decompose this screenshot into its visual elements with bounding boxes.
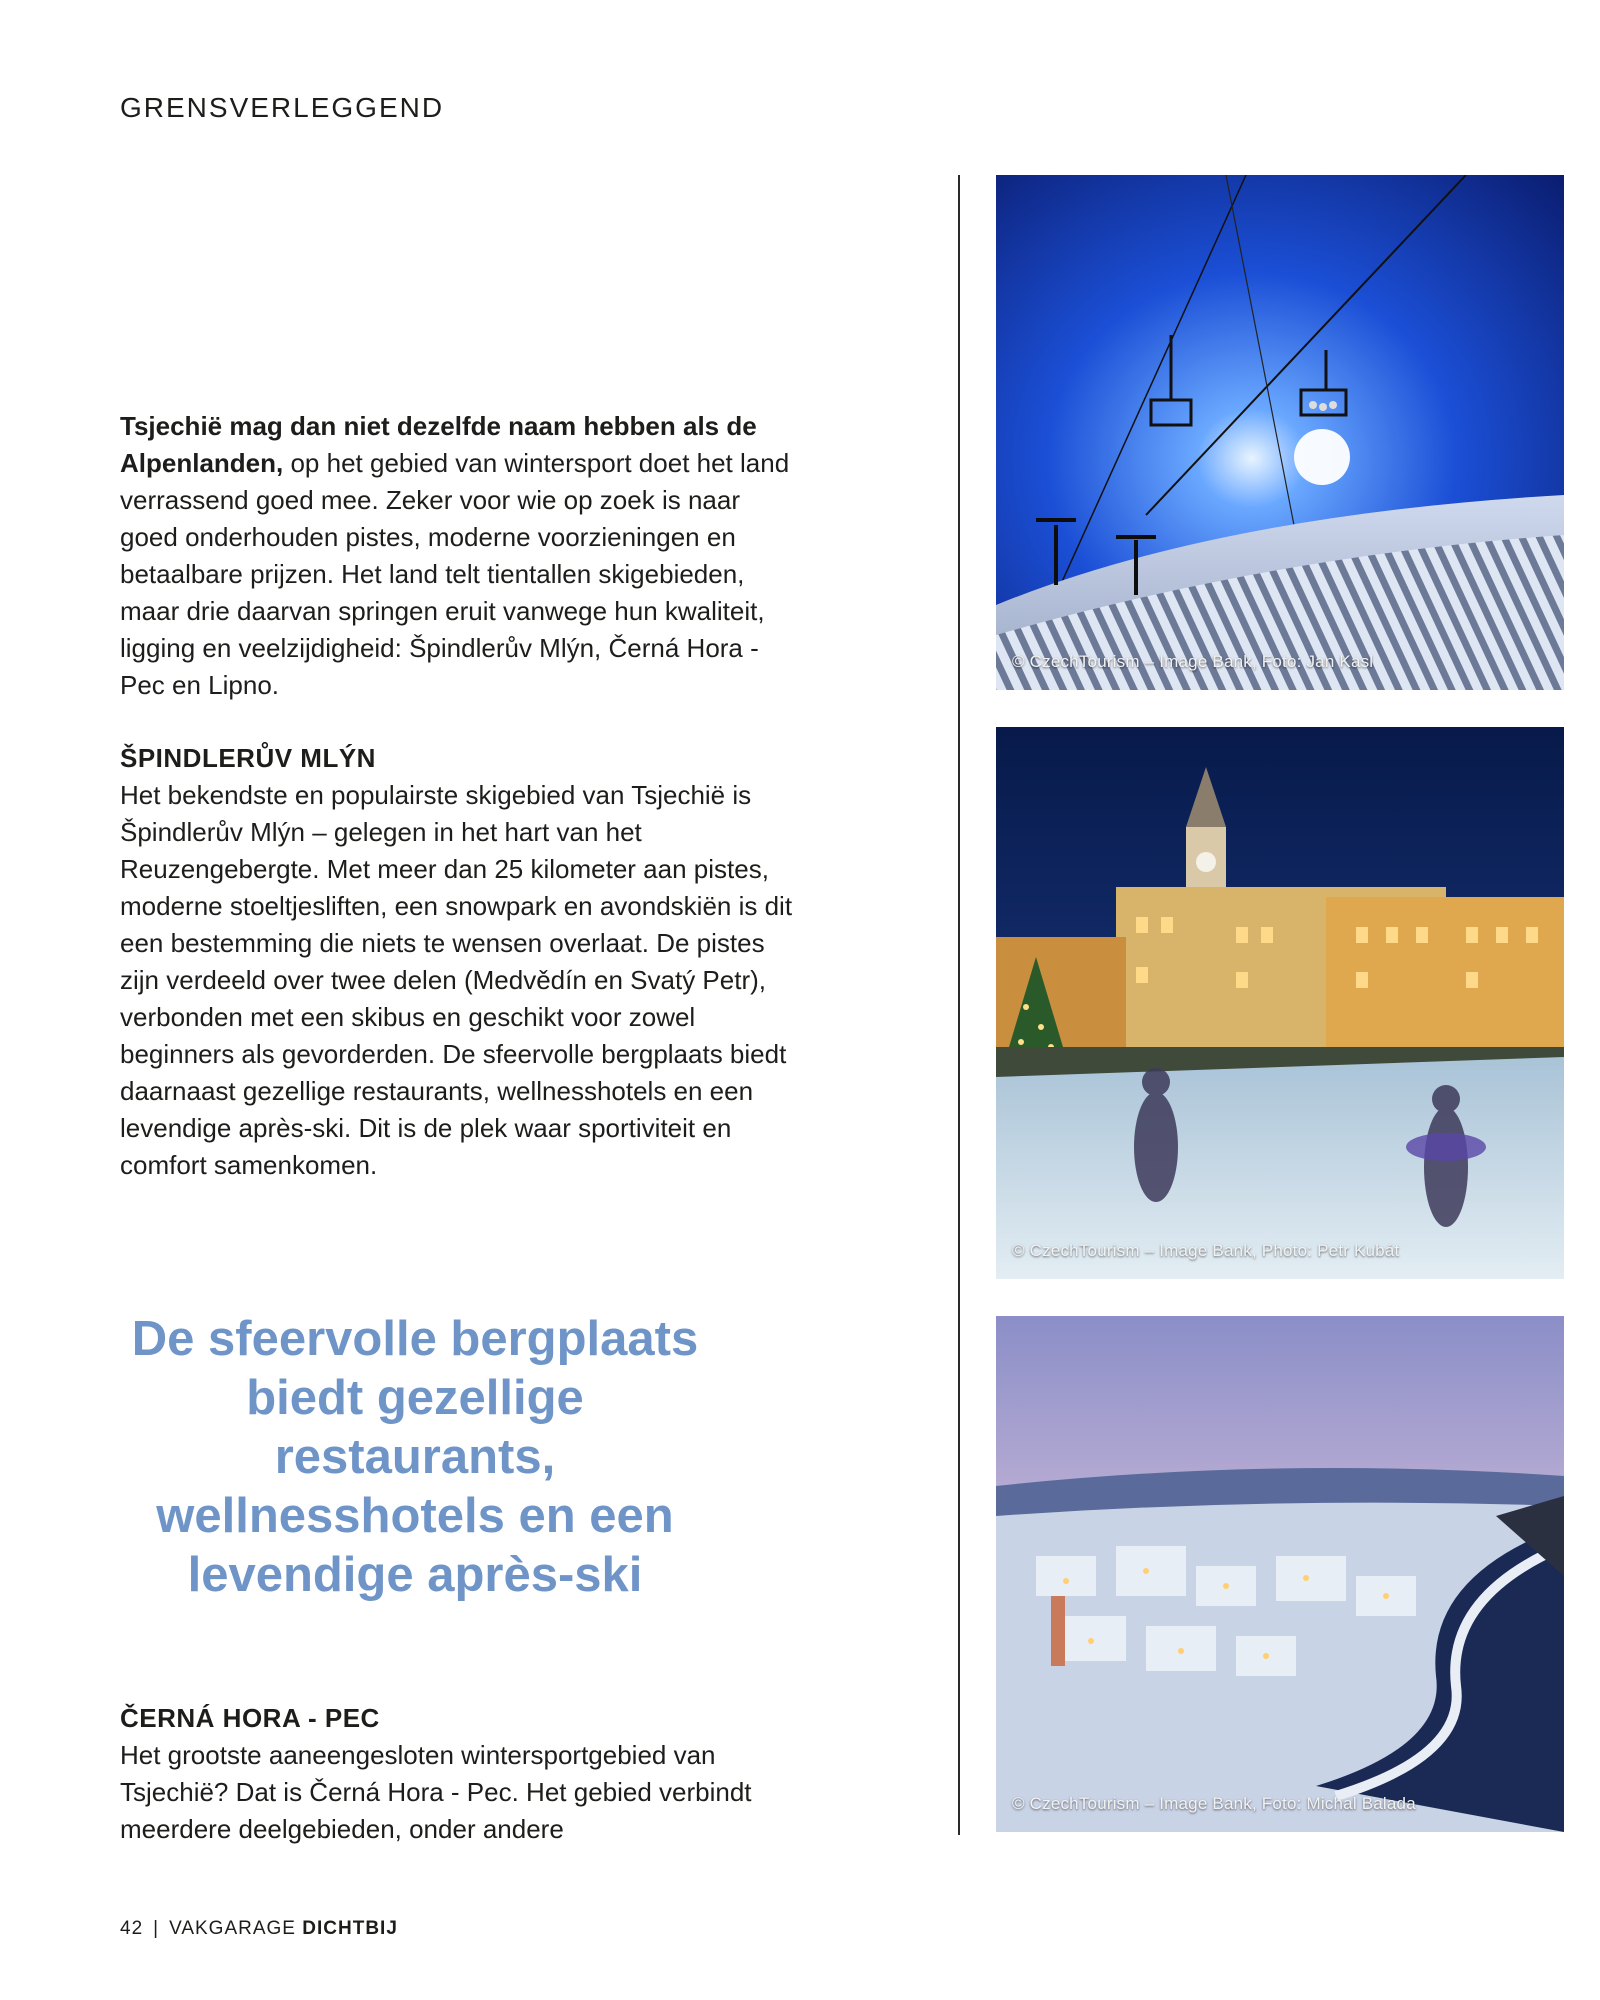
section-heading: ČERNÁ HORA - PEC — [120, 1703, 380, 1733]
brand-bold: DICHTBIJ — [302, 1918, 398, 1939]
photo-credit: © CzechTourism – Image Bank, Photo: Petr Kubát — [1012, 1241, 1400, 1260]
page-number: 42 — [120, 1918, 144, 1939]
photo-snowy-town — [996, 1316, 1564, 1832]
page-footer — [120, 1918, 398, 1940]
section-label: GRENSVERLEGGEND — [120, 92, 445, 123]
column-divider — [958, 175, 960, 1835]
photo-ice-skating — [996, 727, 1564, 1279]
footer-separator: | — [153, 1918, 160, 1939]
section-spindleruv-mlyn — [120, 740, 800, 1184]
section-cerna-hora-pec — [120, 1700, 800, 1848]
section-heading: ŠPINDLERŮV MLÝN — [120, 743, 376, 773]
photo-credit: © CzechTourism – Image Bank, Foto: Michal Balada — [1012, 1794, 1416, 1813]
photo-chairlift — [996, 175, 1564, 690]
section-text: Het grootste aaneengesloten wintersportgebied van Tsjechië? Dat is Černá Hora - Pec. Het gebied verbindt meerdere deelgebieden, onder andere — [120, 1740, 752, 1844]
photo-credit: © CzechTourism – Image Bank, Foto: Jan Kasl — [1012, 652, 1374, 671]
section-text: Het bekendste en populairste skigebied van Tsjechië is Špindlerův Mlýn – gelegen in het hart van het Reuzengebergte. Met meer dan 25 kilometer aan pistes, moderne stoeltjesliften, een snowpark en avondskiën is dit een bestemming die niets te wensen overlaat. De pistes zijn verdeeld over twee delen (Medvědín en Svatý Petr), verbonden met een skibus en geschikt voor zowel beginners als gevorderden. De sfeervolle bergplaats biedt daarnaast gezellige restaurants, wellnesshotels en een levendige après-ski. Dit is de plek waar sportiviteit en comfort samenkomen. — [120, 780, 793, 1180]
intro-paragraph — [120, 408, 800, 704]
chairlift-illustration — [996, 175, 1564, 690]
intro-text: op het gebied van wintersport doet het land verrassend goed mee. Zeker voor wie op zoek is naar goed onderhouden pistes, moderne voorzieningen en betaalbare prijzen. Het land telt tientallen skigebieden, maar drie daarvan springen eruit vanwege hun kwaliteit, ligging en veelzijdigheid: Špindlerův Mlýn, Černá Hora - Pec en Lipno. — [120, 448, 790, 700]
snowy-town-illustration — [996, 1316, 1564, 1832]
ice-skating-illustration — [996, 727, 1564, 1279]
intro-lead-bold: Tsjechië mag dan niet dezelfde naam hebben als de Alpenlanden, — [120, 411, 757, 478]
brand-regular: VAKGARAGE — [169, 1918, 296, 1939]
pull-quote: De sfeervolle bergplaats biedt gezellige restaurants, wellnesshotels en een levendige après-ski — [131, 1312, 699, 1602]
